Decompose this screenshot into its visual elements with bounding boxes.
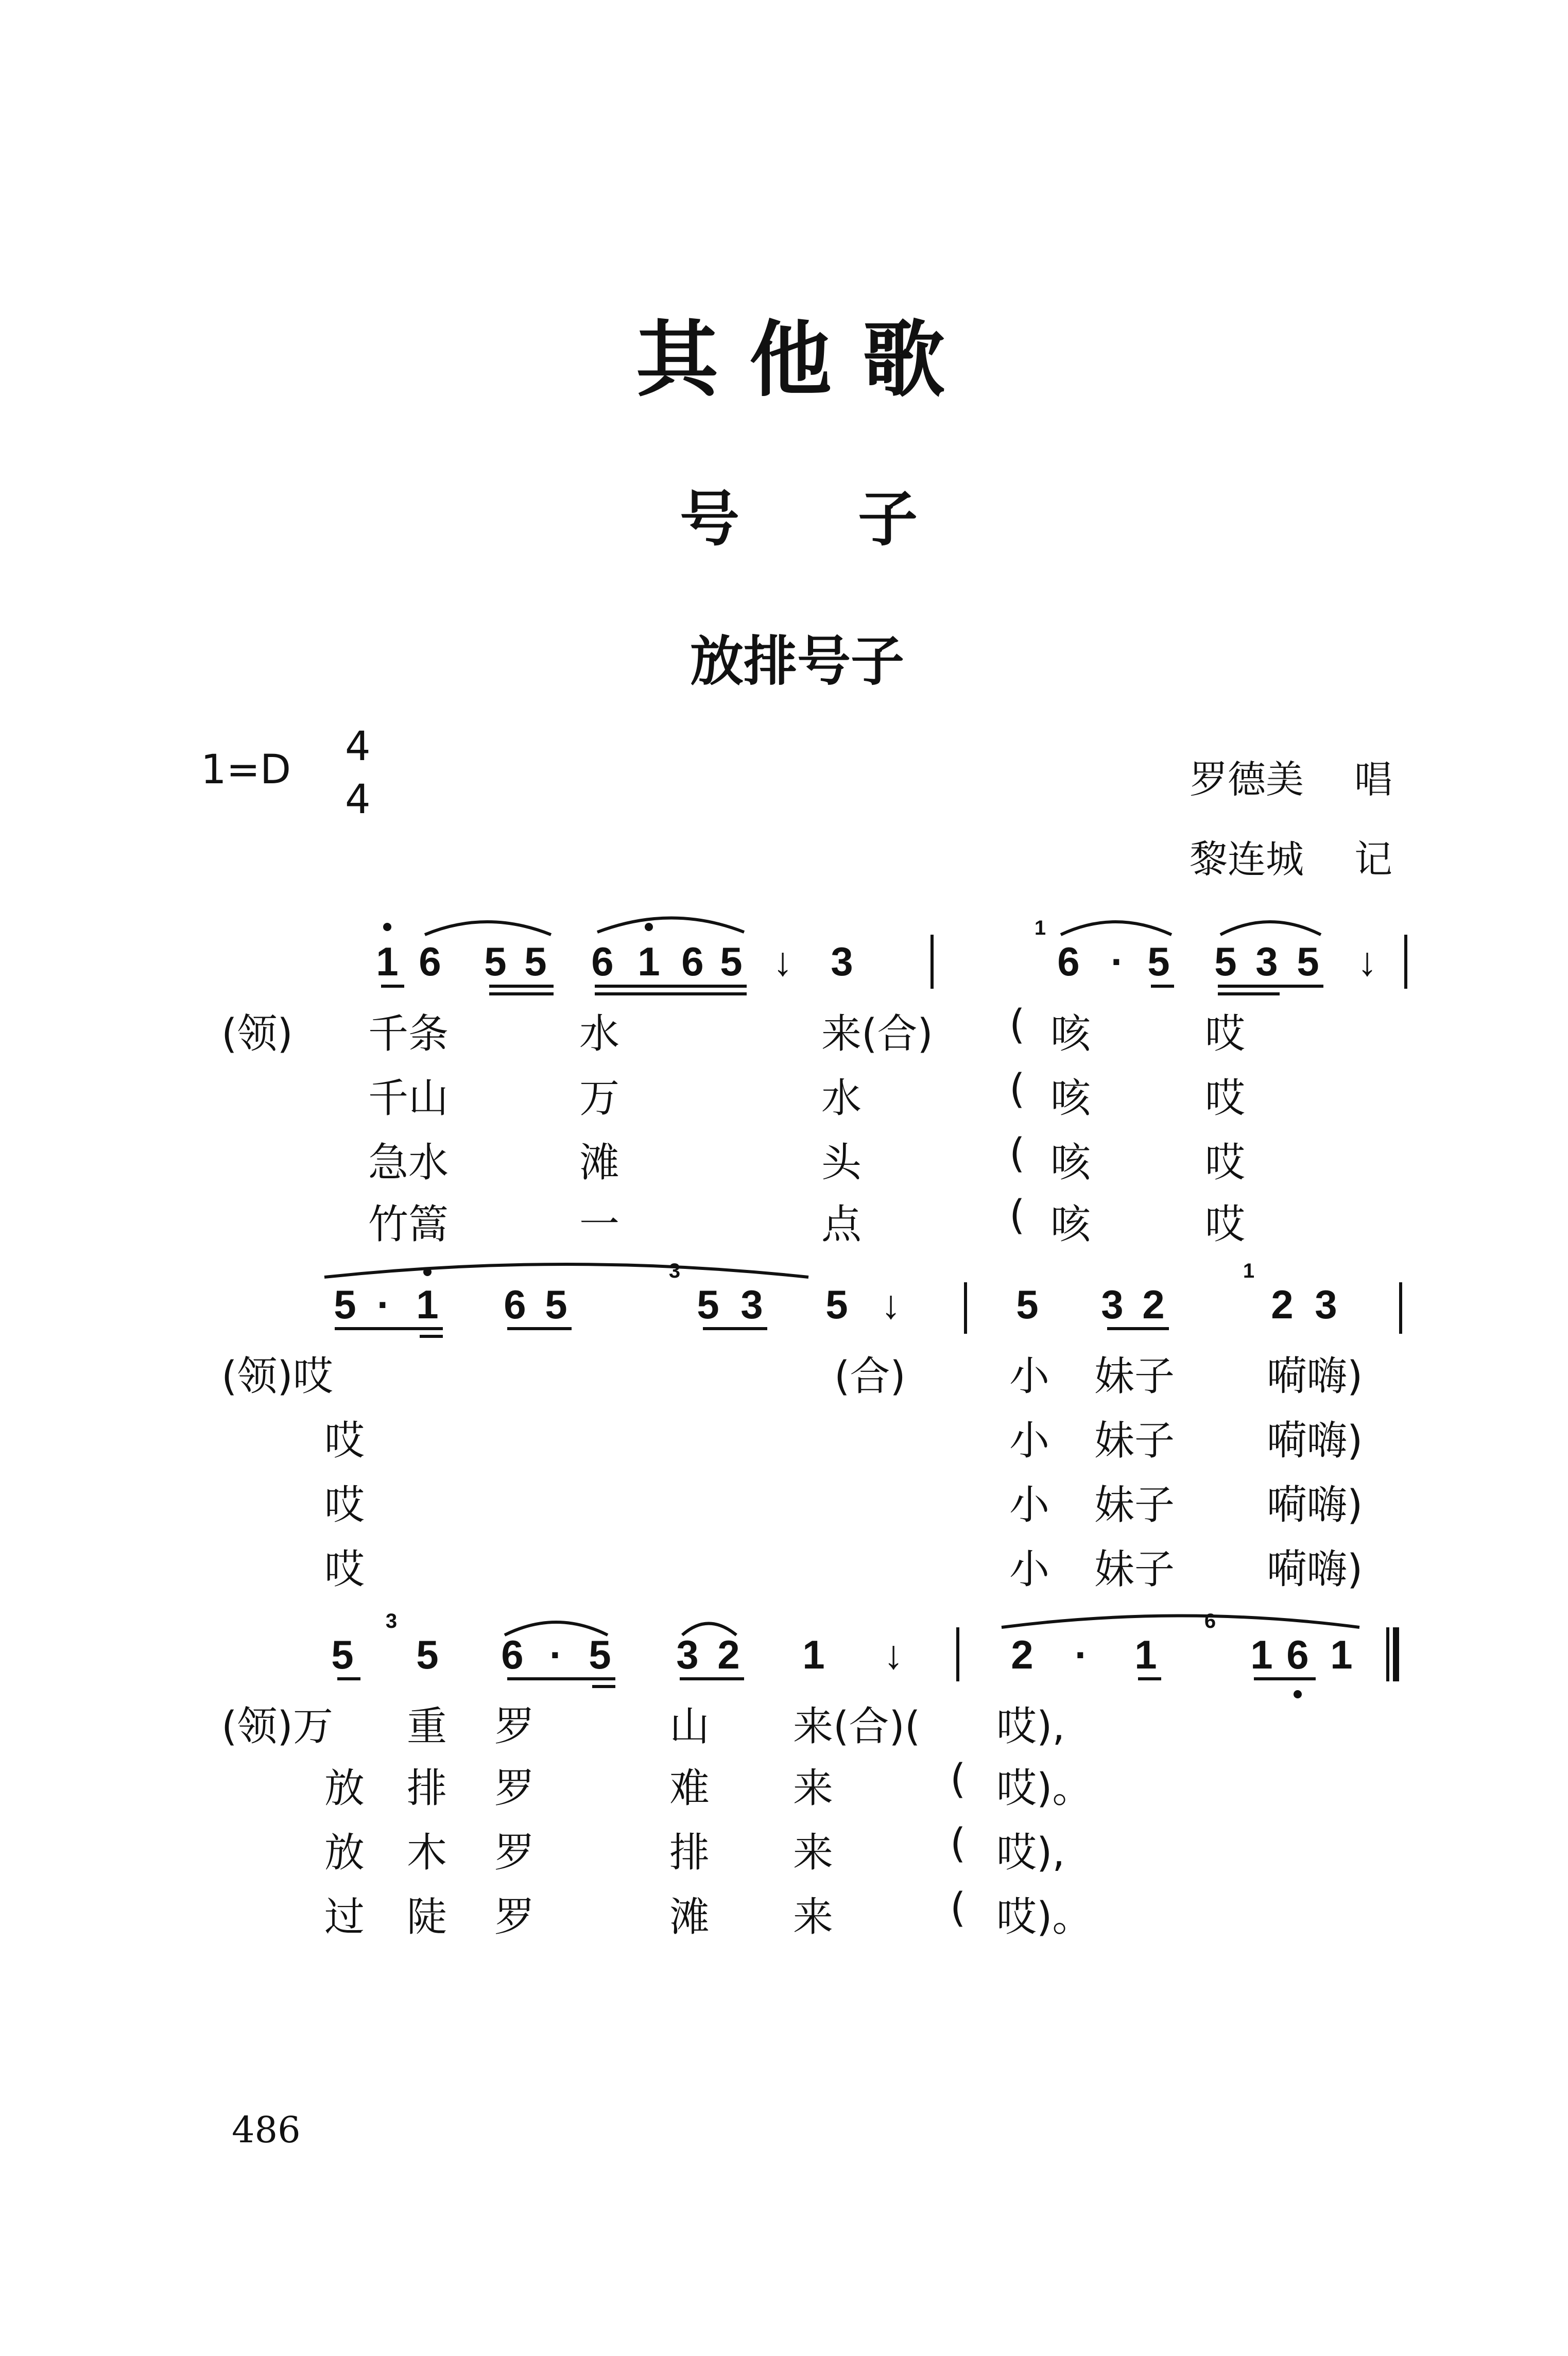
lyric: 头 xyxy=(821,1140,862,1186)
singer-name: 罗德美 xyxy=(1190,758,1304,802)
tie xyxy=(324,1264,808,1277)
note: 1 xyxy=(1330,1632,1353,1677)
lyric: ( xyxy=(950,1885,966,1931)
lyric: 放 xyxy=(324,1830,365,1876)
lyric: 难 xyxy=(669,1765,710,1812)
note: 5 xyxy=(720,939,743,984)
slur xyxy=(425,922,551,935)
dot: · xyxy=(377,1282,390,1327)
note: 3 xyxy=(1255,939,1278,984)
lyric: 罗 xyxy=(494,1894,535,1940)
down-arrow: ↓ xyxy=(883,1632,904,1677)
tie xyxy=(1002,1616,1359,1628)
time-signature-bottom: 4 xyxy=(345,777,371,823)
note: 5 xyxy=(1214,939,1237,984)
system-3-lines xyxy=(337,1616,1388,1687)
note: 5 xyxy=(825,1282,848,1327)
note: 1 xyxy=(416,1282,439,1327)
note: 3 xyxy=(1315,1282,1337,1327)
slur xyxy=(597,918,744,933)
lyric: 妹子 xyxy=(1094,1482,1175,1528)
note: 5 xyxy=(697,1282,719,1327)
recorder-role: 记 xyxy=(1354,837,1392,882)
final-barline-thick xyxy=(1393,1627,1399,1681)
lyric: 哎)。 xyxy=(996,1894,1093,1940)
note: 5 xyxy=(545,1282,567,1327)
lyric: 山 xyxy=(669,1704,710,1750)
lyric: ( xyxy=(950,1756,966,1802)
note: 5 xyxy=(331,1632,354,1677)
system-2-lines xyxy=(324,1264,1401,1336)
note: 3 xyxy=(740,1282,763,1327)
lyric: 哎), xyxy=(996,1830,1065,1876)
note: 6 xyxy=(504,1282,526,1327)
lyric: 小 xyxy=(1009,1353,1050,1400)
note: 3 xyxy=(676,1632,699,1677)
lyric: 哎 xyxy=(324,1546,365,1593)
lyric: 来 xyxy=(793,1830,834,1876)
song-title: 放排号子 xyxy=(690,630,905,693)
lyric: 妹子 xyxy=(1094,1353,1175,1400)
high-octave-dot xyxy=(645,923,653,931)
lyric: ( xyxy=(1009,1192,1025,1239)
lyric: (领)万 xyxy=(221,1704,333,1750)
grace-note: 3 xyxy=(385,1610,398,1632)
lyric: 点 xyxy=(821,1201,862,1248)
note: 2 xyxy=(717,1632,740,1677)
high-octave-dot xyxy=(383,923,391,931)
lyric: 来(合) xyxy=(821,1011,933,1057)
lyric: 咳 xyxy=(1050,1075,1091,1122)
lyric: ( xyxy=(1009,1066,1025,1112)
lyric: 哎 xyxy=(324,1418,365,1464)
note: 5 xyxy=(589,1632,611,1677)
singer-role: 唱 xyxy=(1354,758,1392,802)
lyric: 嗬嗨) xyxy=(1267,1353,1363,1400)
note: 2 xyxy=(1142,1282,1165,1327)
lyric: 急水 xyxy=(368,1140,449,1186)
lyric: 哎)。 xyxy=(996,1765,1093,1812)
high-octave-dot xyxy=(423,1268,432,1276)
note: 5 xyxy=(1297,939,1319,984)
note: 6 xyxy=(681,939,704,984)
note: 5 xyxy=(334,1282,356,1327)
lyric: 哎 xyxy=(1205,1075,1246,1122)
lyric: 嗬嗨) xyxy=(1267,1546,1363,1593)
down-arrow: ↓ xyxy=(881,1282,901,1327)
lyric: 木 xyxy=(407,1830,447,1876)
lyric: (领)哎 xyxy=(221,1353,333,1400)
note: 1 xyxy=(1250,1632,1273,1677)
lyric: 嗬嗨) xyxy=(1267,1482,1363,1528)
down-arrow: ↓ xyxy=(772,939,793,984)
lyric: 过 xyxy=(324,1894,365,1940)
note: 2 xyxy=(1271,1282,1294,1327)
note: 5 xyxy=(1147,939,1170,984)
low-octave-dot xyxy=(1294,1690,1302,1698)
note: 5 xyxy=(416,1632,439,1677)
lyric: 哎 xyxy=(1205,1011,1246,1057)
lyric: 滩 xyxy=(579,1140,620,1186)
lyric: 来 xyxy=(793,1765,834,1812)
lyric: 小 xyxy=(1009,1418,1050,1464)
lyric: (领) xyxy=(221,1011,293,1057)
dot: · xyxy=(549,1632,563,1677)
grace-note: 1 xyxy=(1243,1260,1255,1282)
lyric: (合) xyxy=(834,1353,906,1400)
lyric: 千山 xyxy=(368,1075,449,1122)
lyric: 妹子 xyxy=(1094,1546,1175,1593)
note: 3 xyxy=(1101,1282,1124,1327)
lyric: 咳 xyxy=(1050,1201,1091,1248)
lyric: 排 xyxy=(407,1765,447,1812)
lyric: 哎 xyxy=(1205,1201,1246,1248)
note: 2 xyxy=(1011,1632,1033,1677)
lyric: 嗬嗨) xyxy=(1267,1418,1363,1464)
note: 3 xyxy=(831,939,853,984)
subsection-title: 号子 xyxy=(680,485,1036,554)
note: 1 xyxy=(376,939,399,984)
dot: · xyxy=(1075,1632,1088,1677)
key-signature: 1=D xyxy=(201,747,291,793)
lyric: 罗 xyxy=(494,1704,535,1750)
lyric: 重 xyxy=(407,1704,447,1750)
lyric: 水 xyxy=(579,1011,620,1057)
grace-note: 1 xyxy=(1034,917,1046,939)
slur xyxy=(1061,922,1171,935)
lyric: 小 xyxy=(1009,1482,1050,1528)
lyric: ( xyxy=(1009,1002,1025,1048)
note: 1 xyxy=(637,939,660,984)
grace-note: 3 xyxy=(668,1260,681,1282)
note: 1 xyxy=(802,1632,825,1677)
note: 5 xyxy=(484,939,507,984)
time-signature-top: 4 xyxy=(345,724,371,770)
lyric: 万 xyxy=(579,1075,620,1122)
note: 6 xyxy=(501,1632,524,1677)
lyric: 一 xyxy=(579,1201,620,1248)
lyric: 放 xyxy=(324,1765,365,1812)
lyric: 咳 xyxy=(1050,1140,1091,1186)
note: 6 xyxy=(419,939,441,984)
lyric: 哎 xyxy=(1205,1140,1246,1186)
lyric: 哎 xyxy=(324,1482,365,1528)
lyric: 千条 xyxy=(368,1011,449,1057)
lyric: 来 xyxy=(793,1894,834,1940)
note: 6 xyxy=(1286,1632,1309,1677)
note: 5 xyxy=(1016,1282,1039,1327)
dot: · xyxy=(1111,939,1124,984)
note: 6 xyxy=(591,939,614,984)
section-title: 其他歌 xyxy=(636,311,976,408)
lyric: 竹篙 xyxy=(368,1201,449,1248)
down-arrow: ↓ xyxy=(1357,939,1377,984)
lyric: 滩 xyxy=(669,1894,710,1940)
slur xyxy=(1220,922,1321,935)
lyric: 陡 xyxy=(407,1894,447,1940)
lyric: 咳 xyxy=(1050,1011,1091,1057)
lyric: 罗 xyxy=(494,1765,535,1812)
note: 5 xyxy=(524,939,547,984)
recorder-name: 黎连城 xyxy=(1190,837,1304,882)
lyric: 来(合)( xyxy=(793,1704,921,1750)
lyric: 罗 xyxy=(494,1830,535,1876)
grace-note: 6 xyxy=(1204,1610,1216,1632)
lyric: 排 xyxy=(669,1830,710,1876)
lyric: 小 xyxy=(1009,1546,1050,1593)
lyric: ( xyxy=(1009,1130,1025,1177)
lyric: ( xyxy=(950,1820,966,1867)
lyric: 妹子 xyxy=(1094,1418,1175,1464)
page-number: 486 xyxy=(232,2109,301,2151)
lyric: 哎), xyxy=(996,1704,1065,1750)
lyric: 水 xyxy=(821,1075,862,1122)
note: 1 xyxy=(1134,1632,1157,1677)
note: 6 xyxy=(1057,939,1080,984)
